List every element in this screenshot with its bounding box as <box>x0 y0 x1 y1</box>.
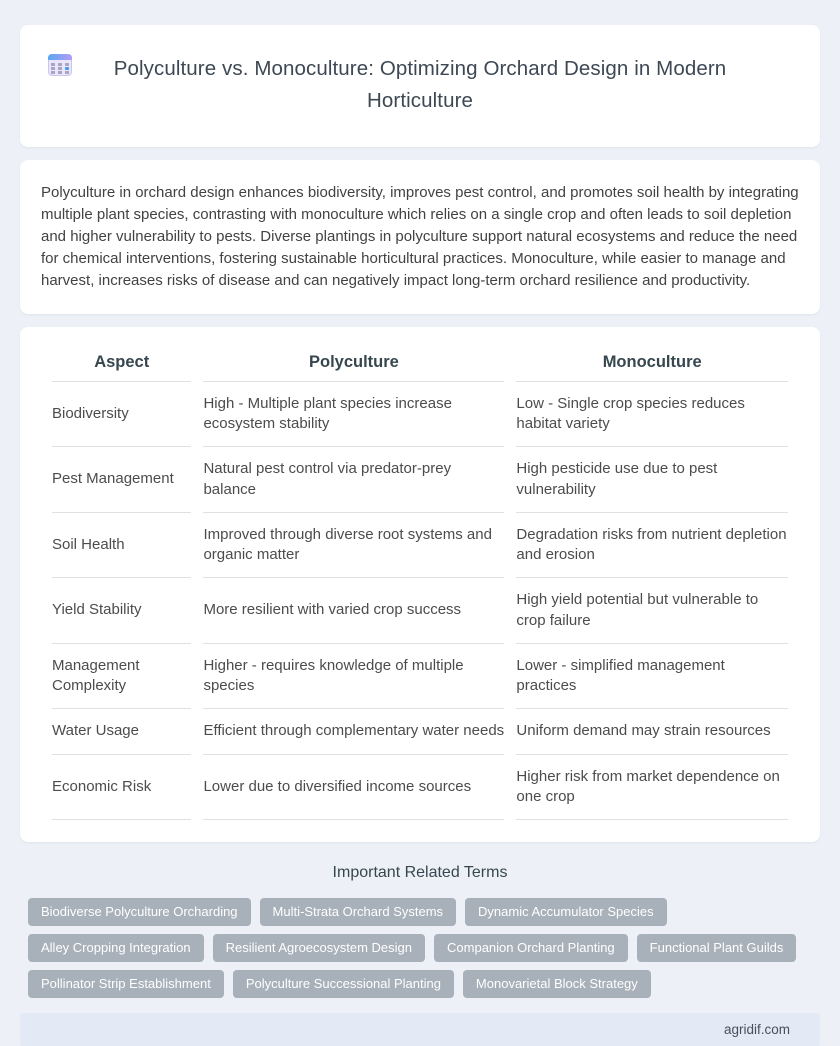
table-row <box>52 644 788 710</box>
cell-polyculture: Improved through diverse root systems and organic matter <box>203 513 504 579</box>
term-tag[interactable]: Resilient Agroecosystem Design <box>213 934 425 962</box>
term-tag[interactable]: Monovarietal Block Strategy <box>463 970 651 998</box>
cell-monoculture: Higher risk from market dependence on one crop <box>516 755 788 821</box>
table-header-row <box>52 345 788 382</box>
cell-polyculture: More resilient with varied crop success <box>203 578 504 644</box>
cell-monoculture: High pesticide use due to pest vulnerability <box>516 447 788 513</box>
related-terms-heading: Important Related Terms <box>332 864 508 882</box>
table-row <box>52 755 788 821</box>
table-row <box>52 578 788 644</box>
term-tag[interactable]: Polyculture Successional Planting <box>233 970 454 998</box>
table-row <box>52 382 788 448</box>
cell-aspect: Pest Management <box>52 447 191 513</box>
cell-aspect: Biodiversity <box>52 382 191 448</box>
table-row <box>52 447 788 513</box>
term-tag[interactable]: Dynamic Accumulator Species <box>465 898 667 926</box>
cell-monoculture: Low - Single crop species reduces habitat variety <box>516 382 788 448</box>
cell-polyculture: Efficient through complementary water needs <box>203 709 504 754</box>
cell-polyculture: High - Multiple plant species increase ecosystem stability <box>203 382 504 448</box>
term-tag[interactable]: Pollinator Strip Establishment <box>28 970 224 998</box>
footer-band <box>20 1013 820 1046</box>
header-card <box>20 25 820 147</box>
cell-polyculture: Natural pest control via predator-prey balance <box>203 447 504 513</box>
cell-aspect: Yield Stability <box>52 578 191 644</box>
calendar-icon <box>48 53 72 77</box>
table-row <box>52 709 788 754</box>
cell-monoculture: Degradation risks from nutrient depletion and erosion <box>516 513 788 579</box>
term-tag[interactable]: Multi-Strata Orchard Systems <box>260 898 457 926</box>
cell-aspect: Management Complexity <box>52 644 191 710</box>
comparison-table-card <box>20 327 820 842</box>
column-header-monoculture: Monoculture <box>516 345 788 382</box>
column-header-aspect: Aspect <box>52 345 191 382</box>
term-tag[interactable]: Alley Cropping Integration <box>28 934 204 962</box>
description-card <box>20 160 820 314</box>
table-row <box>52 513 788 579</box>
cell-aspect: Soil Health <box>52 513 191 579</box>
column-header-polyculture: Polyculture <box>203 345 504 382</box>
cell-monoculture: Lower - simplified management practices <box>516 644 788 710</box>
cell-monoculture: Uniform demand may strain resources <box>516 709 788 754</box>
cell-aspect: Economic Risk <box>52 755 191 821</box>
cell-aspect: Water Usage <box>52 709 191 754</box>
cell-monoculture: High yield potential but vulnerable to crop failure <box>516 578 788 644</box>
term-tag[interactable]: Functional Plant Guilds <box>637 934 797 962</box>
description-text: Polyculture in orchard design enhances biodiversity, improves pest control, and promotes soil health by integrating multiple plant species, contrasting with monoculture which relies on a single crop and often leads to soil depletion and higher vulnerability to pests. Diverse plantings in polyculture support natural ecosystems and reduce the need for chemical interventions, fostering sustainable horticultural practices. Monoculture, while easier to manage and harvest, increases risks of disease and can negatively impact long-term orchard resilience and productivity. <box>41 183 799 289</box>
comparison-table <box>40 345 800 820</box>
page-title: Polyculture vs. Monoculture: Optimizing Orchard Design in Modern Horticulture <box>113 57 727 112</box>
site-attribution: agridif.com <box>723 1022 790 1038</box>
term-tag[interactable]: Companion Orchard Planting <box>434 934 628 962</box>
cell-polyculture: Higher - requires knowledge of multiple species <box>203 644 504 710</box>
related-terms-list <box>20 898 820 998</box>
term-tag[interactable]: Biodiverse Polyculture Orcharding <box>28 898 251 926</box>
cell-polyculture: Lower due to diversified income sources <box>203 755 504 821</box>
